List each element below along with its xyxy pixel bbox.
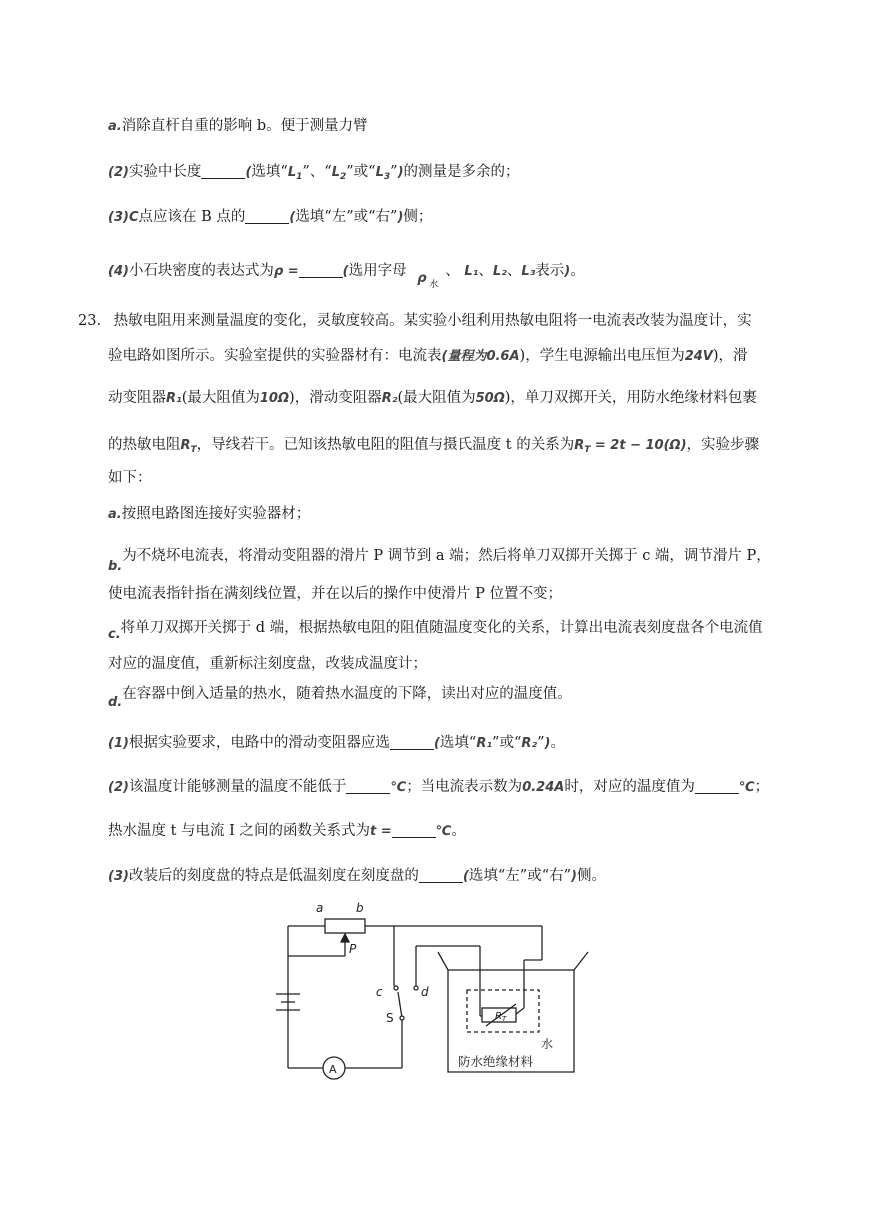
answer-blank[interactable] (245, 209, 289, 224)
question-text: 的热敏电阻 (108, 437, 181, 453)
formula-t: t = (370, 824, 392, 839)
label-S: S (386, 1011, 394, 1025)
part-number: (4) (108, 264, 129, 279)
q23-line-4 (108, 435, 759, 460)
formula: = 2t − 10(Ω) (590, 438, 687, 453)
answer-blank[interactable] (419, 868, 463, 883)
range-open: (量程为 (441, 349, 487, 364)
q22-part-4 (108, 255, 585, 290)
part-text: 小石块密度的表达式为 (128, 263, 274, 279)
paren-open: ( (462, 869, 469, 884)
step-text: 使电流表指针指在满刻线位置，并在以后的操作中使滑片 P 位置不变； (108, 586, 562, 602)
question-text: (最大阻值为 (397, 390, 476, 406)
paren-close: ) (571, 869, 577, 884)
symbol-L3: L₃ (521, 264, 536, 279)
paren-open: ( (289, 210, 296, 225)
q23-step-b-2 (108, 584, 562, 604)
question-text: 动变阻器 (108, 390, 166, 406)
sep: 、 (445, 263, 460, 279)
step-text: 为不烧坏电流表，将滑动变阻器的滑片 P 调节到 a 端；然后将单刀双掷开关掷于 c 端，调节滑片 P， (122, 548, 771, 564)
label-A: A (329, 1063, 337, 1076)
answer-blank[interactable] (299, 263, 343, 278)
step-label: c. (108, 627, 121, 642)
answer-blank[interactable] (346, 779, 390, 794)
symbol-sub: T (584, 445, 591, 455)
sep: ”、“ (302, 164, 332, 180)
q23-step-c-1 (108, 618, 763, 642)
symbol-sub: 2 (340, 172, 347, 182)
period: 。 (570, 263, 585, 279)
label-P: P (349, 942, 357, 956)
q23-line-2 (108, 346, 748, 367)
unit-celsius: ℃ (435, 824, 452, 839)
current-value: 0.24A (522, 780, 565, 795)
circuit-diagram (270, 896, 600, 1086)
period: 。 (451, 823, 466, 839)
step-text: 按照电路图连接好实验器材； (121, 506, 311, 522)
symbol-L2: L (331, 165, 340, 180)
switch-blade[interactable] (398, 992, 402, 1018)
paren-close: ) (397, 165, 404, 180)
paren-open: ( (342, 264, 349, 279)
sep: ”或“ (346, 164, 376, 180)
question-text: )，滑 (712, 348, 748, 364)
q23-step-b-1 (108, 546, 771, 574)
question-text: )，滑动变阻器 (289, 390, 382, 406)
part-number: (1) (108, 736, 129, 751)
slider-arrow[interactable] (341, 934, 349, 942)
symbol-RT: R (180, 438, 191, 453)
symbol-sub: T (190, 445, 197, 455)
q23-sub-3 (108, 866, 606, 887)
resistance-value: 50Ω (475, 391, 505, 406)
question-text: )，学生电源输出电压恒为 (519, 348, 685, 364)
sep: 、 (506, 263, 522, 279)
part-tail: 侧。 (577, 868, 606, 884)
label-c: c (376, 985, 383, 999)
q23-line-1 (78, 311, 752, 331)
item-label: a. (108, 119, 122, 134)
symbol-rho-water: ρ (417, 271, 427, 286)
range-value: 0.6A (486, 349, 520, 364)
symbol-R2: R₂ (521, 736, 538, 751)
symbol-R1: R₁ (166, 391, 182, 406)
q23-line-3 (108, 388, 757, 409)
label-water: 水 (541, 1037, 554, 1051)
question-text: ，实验步骤 (686, 437, 760, 453)
step-text: 将单刀双掷开关掷于 d 端，根据热敏电阻的阻值随温度变化的关系，计算出电流表刻度盘各个电流值 (120, 620, 763, 636)
question-text: )，单刀双掷开关，用防水绝缘材料包裹 (504, 390, 757, 406)
q23-line-5 (108, 468, 152, 488)
symbol-R2: R₂ (381, 391, 398, 406)
q22-part-2 (108, 162, 520, 187)
paren-close: ) (397, 210, 404, 225)
unit-celsius: ℃ (390, 780, 407, 795)
label-a: a (316, 901, 324, 915)
paren-close: ) (564, 264, 571, 279)
q23-step-d (108, 684, 572, 710)
symbol-L1: L₁ (464, 264, 479, 279)
symbol-L2: L₂ (492, 264, 507, 279)
part-text: 改装后的刻度盘的特点是低温刻度在刻度盘的 (128, 868, 419, 884)
choice-text: 选填“左”或“右” (295, 209, 398, 225)
part-text: 点应该在 B 点的 (138, 209, 246, 225)
choice-text: 选用字母 (348, 263, 407, 279)
part-text: 实验中长度 (128, 164, 202, 180)
paren-open: ( (245, 165, 252, 180)
item-text: 消除直杆自重的影响 b。便于测量力臂 (121, 118, 368, 134)
choice-text: 选填“左”或“右” (468, 868, 572, 884)
part-tail: 表示 (535, 263, 565, 279)
choice-text: ”或“ (492, 735, 522, 751)
part-number: (2) (108, 165, 129, 180)
sep: ； (754, 779, 770, 795)
part-number: (2) (108, 780, 129, 795)
question-text: (最大阻值为 (181, 390, 260, 406)
symbol-C: C (128, 210, 139, 225)
part-text: 时，对应的温度值为 (564, 779, 695, 795)
answer-blank[interactable] (695, 779, 739, 794)
part-text: 该温度计能够测量的温度不能低于 (128, 779, 347, 795)
voltage-value: 24V (684, 349, 713, 364)
q23-sub-1 (108, 733, 565, 754)
q23-sub-2-line-2 (108, 821, 466, 842)
question-number: 23. (78, 313, 102, 329)
rho-water (411, 255, 445, 290)
question-text: 验电路如图所示。实验室提供的实验器材有：电流表 (108, 348, 442, 364)
step-label: d. (108, 695, 123, 710)
q23-sub-2-line-1 (108, 777, 769, 798)
label-b: b (356, 901, 364, 915)
q23-step-a (108, 504, 310, 525)
symbol-rho: ρ = (273, 264, 299, 279)
label-d: d (421, 985, 429, 999)
step-label: a. (108, 507, 122, 522)
q23-step-c-2 (108, 654, 427, 674)
part-tail: 的测量是多余的； (403, 164, 520, 180)
symbol-sub: 3 (383, 172, 391, 182)
period: 。 (550, 735, 565, 751)
answer-blank[interactable] (390, 735, 434, 750)
part-text: 根据实验要求，电路中的滑动变阻器应选 (128, 735, 390, 751)
choice-text: 选填“ (251, 164, 288, 180)
answer-blank[interactable] (392, 823, 436, 838)
symbol-sub: 水 (429, 280, 439, 290)
step-text: 对应的温度值，重新标注刻度盘，改装成温度计； (108, 656, 427, 672)
part-tail: 侧； (403, 209, 433, 225)
label-RT: $R_T$ (495, 1011, 507, 1023)
step-label: b. (108, 559, 123, 574)
step-text: 在容器中倒入适量的热水，随着热水温度的下降，读出对应的温度值。 (122, 686, 572, 702)
paren-close: ) (544, 736, 551, 751)
quote: ” (390, 164, 398, 180)
answer-blank[interactable] (201, 164, 245, 179)
q22-item-a (108, 116, 368, 137)
part-text: ；当电流表示数为 (406, 779, 523, 795)
rheostat (325, 919, 365, 933)
sep: 、 (478, 263, 493, 279)
symbol-R1: R₁ (476, 736, 493, 751)
unit-celsius: ℃ (738, 780, 755, 795)
question-text: 如下： (108, 470, 152, 486)
paren-open: ( (433, 736, 440, 751)
question-text: ，导线若干。已知该热敏电阻的阻值与摄氏温度 t 的关系为 (196, 437, 575, 453)
part-number: (3) (108, 869, 129, 884)
symbol-sub: 1 (296, 172, 303, 182)
resistance-value: 10Ω (259, 391, 290, 406)
formula-RT: R (574, 438, 585, 453)
part-number: (3) (108, 210, 129, 225)
label-material: 防水绝缘材料 (458, 1054, 534, 1069)
symbol-L1: L (287, 165, 297, 180)
symbol-L3: L (375, 165, 384, 180)
choice-text: 选填“ (439, 735, 477, 751)
question-text: 热敏电阻用来测量温度的变化，灵敏度较高。某实验小组利用热敏电阻将一电流表改装为温度计，实 (113, 313, 752, 329)
choice-text: ” (537, 735, 545, 751)
part-text: 热水温度 t 与电流 I 之间的函数关系式为 (108, 823, 370, 839)
q22-part-3 (108, 207, 432, 228)
